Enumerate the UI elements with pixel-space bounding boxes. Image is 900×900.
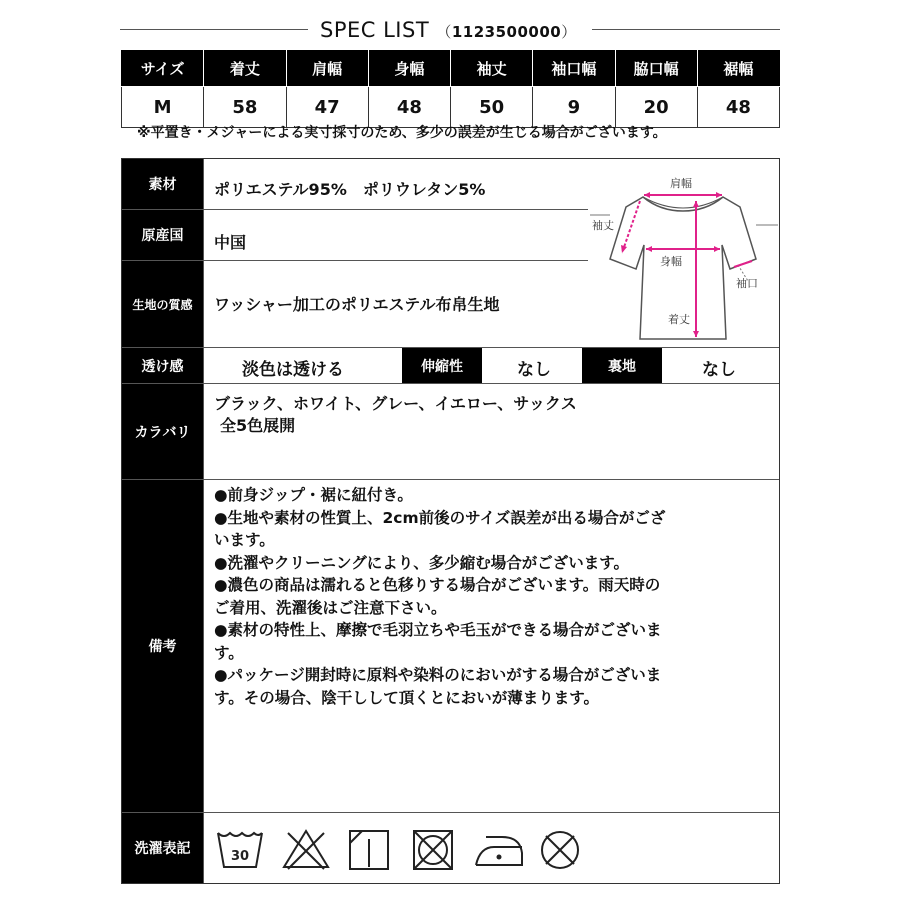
size-value-cell: 9 [533, 87, 615, 128]
size-table [121, 50, 780, 128]
size-note: ※平置き・メジャーによる実寸採寸のため、多少の誤差が生じる場合がございます。 [137, 125, 667, 141]
size-table-header [122, 51, 780, 87]
spec-header [120, 18, 780, 42]
remarks-label: 備考 [122, 480, 203, 812]
care-icons [216, 827, 586, 873]
wash-30-icon [218, 833, 262, 867]
size-header-cell: 肩幅 [286, 51, 368, 87]
size-value-cell: 20 [615, 87, 697, 128]
remarks-line: ●洗濯やクリーニングにより、多少縮む場合がございます。 [214, 553, 629, 572]
care-label: 洗濯表記 [122, 813, 203, 883]
stretch-label: 伸縮性 [402, 348, 482, 383]
size-header-cell: 身幅 [368, 51, 450, 87]
quality-value: ワッシャー加工のポリエステル布帛生地 [214, 295, 500, 314]
sheer-label: 透け感 [122, 348, 203, 383]
wash-temp-text: 30 [231, 849, 250, 864]
product-code: 1123500000 [451, 23, 562, 41]
diagram-cuff-label: 袖口 [736, 277, 758, 290]
origin-value: 中国 [214, 233, 247, 252]
remarks-line: ●生地や素材の性質上、2cm前後のサイズ誤差が出る場合がござ [214, 508, 666, 527]
no-bleach-icon [284, 831, 328, 869]
colors-line-2: 全5色展開 [220, 416, 296, 435]
size-header-cell: 袖口幅 [533, 51, 615, 87]
remarks-line: います。 [214, 531, 275, 549]
line-dry-shade-icon [350, 831, 388, 869]
diagram-body-label: 身幅 [660, 255, 682, 268]
no-tumble-dry-icon [414, 831, 452, 869]
page-title: SPEC LIST [320, 18, 430, 42]
row-divider [122, 812, 779, 813]
remarks-line: す。 [214, 643, 244, 662]
sheer-value: 淡色は透ける [242, 360, 344, 380]
remarks-line: ●前身ジップ・裾に紐付き。 [214, 486, 413, 504]
measurement-diagram [588, 167, 778, 347]
remarks-line: す。その場合、陰干しして頂くとにおいが薄まります。 [214, 688, 600, 707]
size-header-cell: 裾幅 [697, 51, 779, 87]
remarks-text [214, 484, 774, 709]
lining-label: 裏地 [582, 348, 662, 383]
remarks-line: ●素材の特性上、摩擦で毛羽立ちや毛玉ができる場合がございま [214, 621, 662, 639]
size-value-cell: 50 [451, 87, 533, 128]
remarks-line: ●パッケージ開封時に原料や染料のにおいがする場合がございま [214, 666, 662, 684]
material-label: 素材 [122, 159, 203, 209]
remarks-line: ご着用、洗濯後はご注意下さい。 [214, 598, 447, 617]
label-column-divider [203, 159, 204, 883]
size-value-cell: 48 [697, 87, 779, 128]
size-value-cell: M [122, 87, 204, 128]
diagram-sleeve-label: 袖丈 [592, 219, 614, 232]
header-rule-right [592, 29, 780, 30]
diagram-length-label: 着丈 [668, 313, 690, 326]
remarks-line: ●濃色の商品は濡れると色移りする場合がございます。雨天時の [214, 576, 661, 594]
colors-label: カラバリ [122, 384, 203, 479]
spec-grid [121, 158, 780, 884]
code-paren-open: （ [436, 23, 452, 41]
origin-label: 原産国 [122, 210, 203, 260]
no-dry-clean-icon [542, 832, 578, 868]
header-rule-left [120, 29, 308, 30]
code-paren-close: ） [561, 23, 577, 41]
quality-label: 生地の質感 [122, 261, 203, 347]
header-title-block [320, 18, 590, 42]
size-header-cell: 脇口幅 [615, 51, 697, 87]
size-value-cell: 58 [204, 87, 286, 128]
size-value-cell: 48 [368, 87, 450, 128]
row-divider [122, 479, 779, 480]
iron-low-icon [476, 837, 522, 865]
colors-line-1: ブラック、ホワイト、グレー、イエロー、サックス [214, 394, 577, 413]
material-value: ポリエステル95% ポリウレタン5% [214, 180, 486, 199]
size-header-cell: 袖丈 [451, 51, 533, 87]
cuff-arrow [734, 261, 752, 267]
size-header-cell: 着丈 [204, 51, 286, 87]
size-value-cell: 47 [286, 87, 368, 128]
stretch-value: なし [517, 360, 551, 380]
diagram-shoulder-label: 肩幅 [670, 177, 692, 190]
row-divider [122, 383, 779, 384]
size-header-cell: サイズ [122, 51, 204, 87]
lining-value: なし [702, 360, 736, 380]
